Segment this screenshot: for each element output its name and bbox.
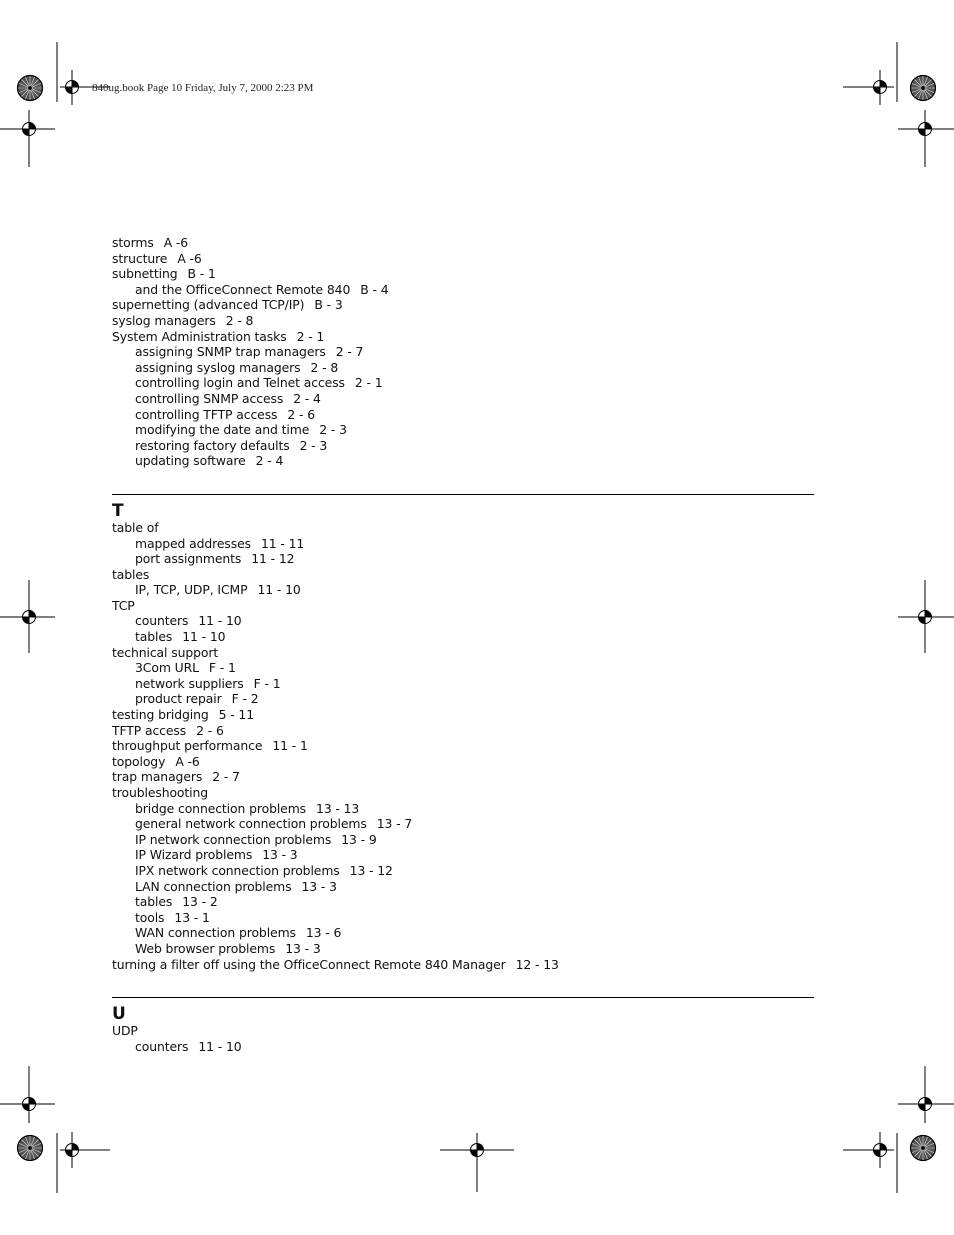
entry-term: tables bbox=[135, 629, 173, 645]
entry-page-ref: 2 - 4 bbox=[293, 390, 321, 406]
index-subentry bbox=[112, 391, 814, 407]
index-entry bbox=[112, 738, 814, 754]
entry-term: IPX network connection problems bbox=[135, 862, 340, 878]
section-rule bbox=[112, 494, 814, 495]
index-entry bbox=[112, 598, 814, 614]
index-subentry bbox=[112, 453, 814, 469]
entry-term: syslog managers bbox=[112, 312, 216, 328]
index-subentry bbox=[112, 925, 814, 941]
index-entry bbox=[112, 251, 814, 267]
entry-term: counters bbox=[135, 613, 189, 629]
index-subentry bbox=[112, 894, 814, 910]
index-subentry bbox=[112, 629, 814, 645]
entry-page-ref: 2 - 7 bbox=[212, 769, 240, 785]
entry-page-ref: A -6 bbox=[175, 753, 200, 769]
index-entry bbox=[112, 235, 814, 251]
entry-page-ref: A -6 bbox=[177, 250, 202, 266]
page-header-slug: 840ug.book Page 10 Friday, July 7, 2000 2:23 PM bbox=[92, 82, 314, 94]
entry-page-ref: B - 4 bbox=[360, 281, 389, 297]
entry-term: and the OfficeConnect Remote 840 bbox=[135, 281, 351, 297]
entry-page-ref: 11 - 10 bbox=[257, 582, 301, 598]
entry-term: System Administration tasks bbox=[112, 328, 287, 344]
index-entry bbox=[112, 567, 814, 583]
entry-term: IP network connection problems bbox=[135, 831, 332, 847]
index-subentry bbox=[112, 582, 814, 598]
entry-page-ref: 11 - 1 bbox=[272, 738, 308, 754]
index-entry bbox=[112, 266, 814, 282]
entry-page-ref: 2 - 8 bbox=[310, 359, 339, 375]
entry-page-ref: 13 - 1 bbox=[174, 909, 210, 925]
index-subentry bbox=[112, 676, 814, 692]
entry-page-ref: 13 - 3 bbox=[262, 847, 298, 863]
entry-page-ref: 5 - 11 bbox=[218, 707, 254, 723]
index-subentry bbox=[112, 613, 814, 629]
index-entry bbox=[112, 785, 814, 801]
entry-term: IP, TCP, UDP, ICMP bbox=[135, 582, 248, 598]
index-subentry bbox=[112, 360, 814, 376]
entry-term: topology bbox=[112, 753, 166, 769]
entry-term: updating software bbox=[135, 453, 246, 469]
entry-term: tools bbox=[135, 909, 165, 925]
index-subentry bbox=[112, 660, 814, 676]
entry-term: TCP bbox=[112, 597, 135, 613]
entry-term: Web browser problems bbox=[135, 940, 276, 956]
entry-page-ref: 13 - 12 bbox=[349, 862, 393, 878]
index-entry bbox=[112, 313, 814, 329]
entry-page-ref: F - 2 bbox=[231, 691, 259, 707]
entry-term: throughput performance bbox=[112, 738, 263, 754]
entry-term: general network connection problems bbox=[135, 816, 367, 832]
entry-term: mapped addresses bbox=[135, 535, 251, 551]
entry-term: technical support bbox=[112, 644, 219, 660]
index-subentry bbox=[112, 879, 814, 895]
section-letter: T bbox=[112, 500, 124, 521]
entry-term: supernetting (advanced TCP/IP) bbox=[112, 297, 305, 313]
entry-page-ref: 11 - 10 bbox=[198, 613, 242, 629]
entry-page-ref: F - 1 bbox=[208, 660, 236, 676]
entry-term: LAN connection problems bbox=[135, 878, 292, 894]
entry-page-ref: 2 - 8 bbox=[225, 312, 254, 328]
entry-term: port assignments bbox=[135, 551, 242, 567]
entry-term: assigning SNMP trap managers bbox=[135, 344, 326, 360]
entry-term: tables bbox=[112, 566, 150, 582]
entry-term: assigning syslog managers bbox=[135, 359, 301, 375]
index-subentry bbox=[112, 1039, 814, 1055]
entry-page-ref: 13 - 2 bbox=[182, 894, 218, 910]
entry-term: TFTP access bbox=[112, 722, 187, 738]
entry-page-ref: 2 - 4 bbox=[255, 453, 284, 469]
entry-page-ref: 13 - 9 bbox=[341, 831, 377, 847]
entry-page-ref: F - 1 bbox=[253, 675, 281, 691]
index-subentry bbox=[112, 282, 814, 298]
entry-page-ref: 12 - 13 bbox=[515, 956, 559, 972]
entry-term: turning a filter off using the OfficeConnect Remote 840 Manager bbox=[112, 956, 506, 972]
index-section bbox=[112, 494, 814, 972]
entry-term: table of bbox=[112, 519, 159, 535]
entry-page-ref: 11 - 12 bbox=[251, 551, 295, 567]
index-subentry bbox=[112, 551, 814, 567]
entry-page-ref: 13 - 3 bbox=[285, 940, 321, 956]
entry-term: trap managers bbox=[112, 769, 203, 785]
index-section bbox=[112, 235, 814, 469]
index-subentry bbox=[112, 847, 814, 863]
entry-term: controlling login and Telnet access bbox=[135, 375, 345, 391]
entry-term: testing bridging bbox=[112, 707, 209, 723]
entry-page-ref: 2 - 7 bbox=[335, 344, 364, 360]
entry-term: storms bbox=[112, 235, 154, 250]
section-letter: U bbox=[112, 1004, 126, 1025]
entry-term: subnetting bbox=[112, 266, 178, 282]
entry-page-ref: 13 - 3 bbox=[301, 878, 337, 894]
entry-term: IP Wizard problems bbox=[135, 847, 253, 863]
entry-term: WAN connection problems bbox=[135, 925, 296, 941]
index-subentry bbox=[112, 407, 814, 423]
entry-page-ref: 11 - 11 bbox=[260, 535, 305, 551]
index-entry bbox=[112, 723, 814, 739]
entry-page-ref: 11 - 10 bbox=[198, 1038, 242, 1054]
entry-page-ref: 2 - 6 bbox=[196, 722, 224, 738]
index-subentry bbox=[112, 801, 814, 817]
index-subentry bbox=[112, 941, 814, 957]
entry-page-ref: 11 - 10 bbox=[182, 629, 226, 645]
entry-term: structure bbox=[112, 250, 168, 266]
index-subentry bbox=[112, 832, 814, 848]
entry-term: network suppliers bbox=[135, 675, 244, 691]
entry-page-ref: 2 - 3 bbox=[319, 422, 347, 438]
index-subentry bbox=[112, 910, 814, 926]
index-entry bbox=[112, 329, 814, 345]
index-entry bbox=[112, 297, 814, 313]
entry-term: UDP bbox=[112, 1023, 138, 1039]
entry-page-ref: B - 1 bbox=[187, 266, 216, 282]
entry-term: bridge connection problems bbox=[135, 800, 307, 816]
entry-term: restoring factory defaults bbox=[135, 437, 290, 453]
entry-page-ref: 13 - 6 bbox=[305, 925, 342, 941]
index-entry bbox=[112, 754, 814, 770]
index-subentry bbox=[112, 863, 814, 879]
entry-page-ref: 2 - 3 bbox=[299, 437, 328, 453]
entry-page-ref: 2 - 1 bbox=[296, 328, 325, 344]
index-entry bbox=[112, 645, 814, 661]
entry-page-ref: 2 - 1 bbox=[354, 375, 383, 391]
index-subentry bbox=[112, 344, 814, 360]
entry-page-ref: 13 - 13 bbox=[316, 800, 360, 816]
entry-term: product repair bbox=[135, 691, 222, 707]
index-subentry bbox=[112, 691, 814, 707]
entry-page-ref: A -6 bbox=[163, 235, 189, 250]
entry-term: controlling SNMP access bbox=[135, 390, 284, 406]
index-entries bbox=[112, 235, 814, 1054]
index-subentry bbox=[112, 422, 814, 438]
entry-term: 3Com URL bbox=[135, 660, 199, 676]
index-subentry bbox=[112, 438, 814, 454]
entry-term: counters bbox=[135, 1038, 189, 1054]
index-entry bbox=[112, 769, 814, 785]
entry-term: controlling TFTP access bbox=[135, 406, 278, 422]
index-entry bbox=[112, 957, 814, 973]
index-subentry bbox=[112, 375, 814, 391]
entry-page-ref: 13 - 7 bbox=[376, 816, 413, 832]
index-entry bbox=[112, 707, 814, 723]
index-subentry bbox=[112, 816, 814, 832]
entry-term: troubleshooting bbox=[112, 785, 209, 800]
index-section bbox=[112, 997, 814, 1054]
index-entry bbox=[112, 1023, 814, 1039]
index-entry bbox=[112, 520, 814, 536]
section-rule bbox=[112, 997, 814, 998]
index-subentry bbox=[112, 536, 814, 552]
entry-page-ref: 2 - 6 bbox=[287, 406, 316, 422]
entry-term: modifying the date and time bbox=[135, 422, 310, 438]
entry-page-ref: B - 3 bbox=[314, 297, 343, 313]
entry-term: tables bbox=[135, 894, 173, 910]
